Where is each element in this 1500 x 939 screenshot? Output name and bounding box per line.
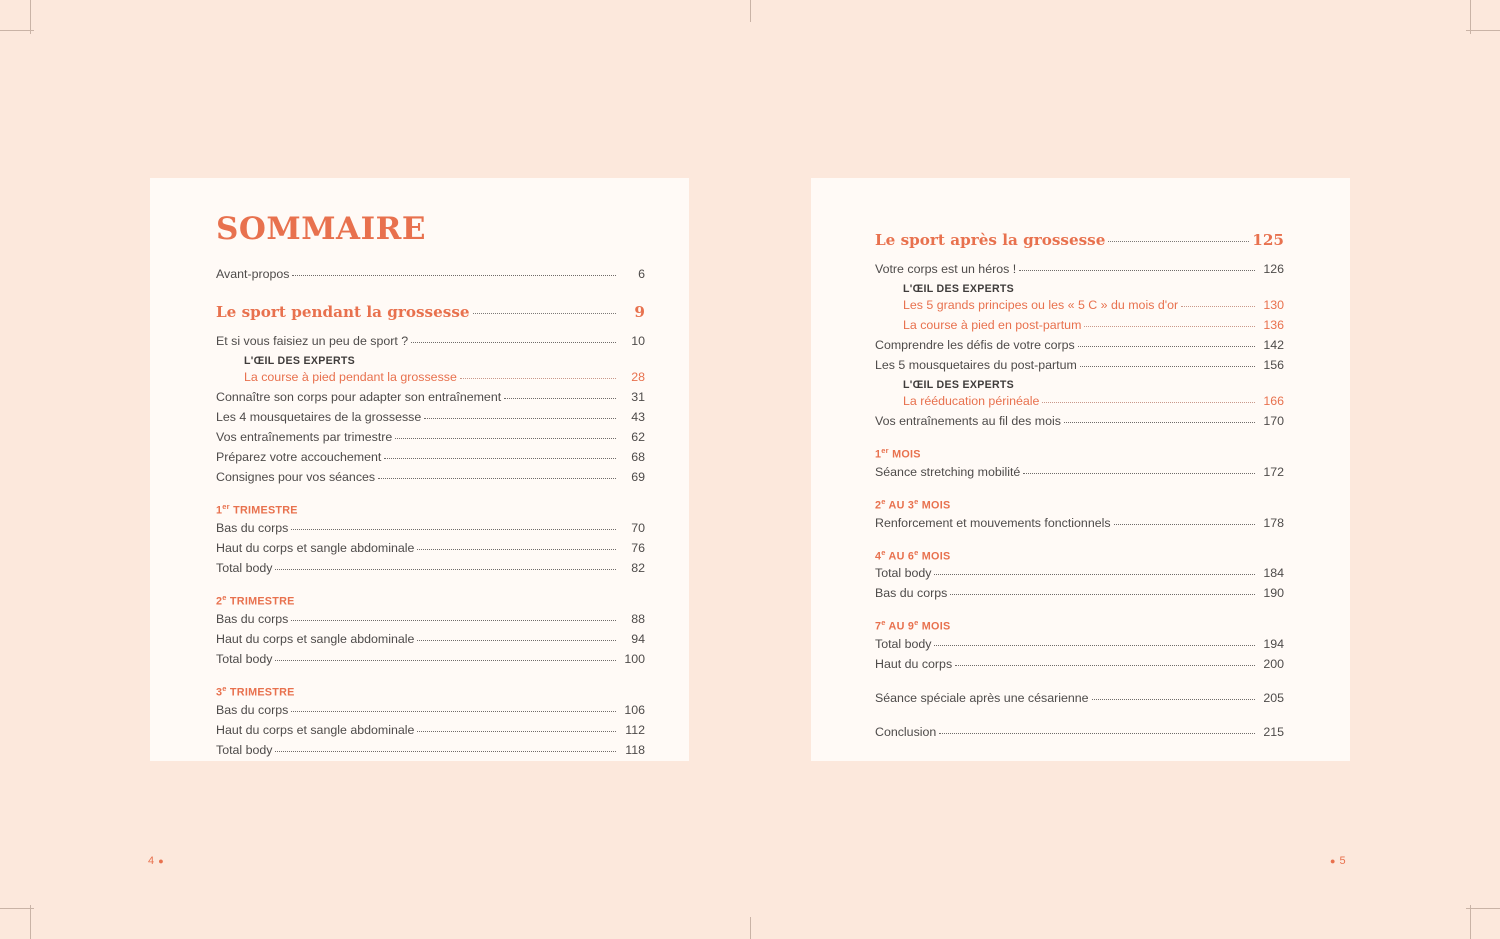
toc-entry-row[interactable] (875, 583, 1284, 603)
toc-entry-row[interactable] (875, 259, 1284, 279)
toc-leader-dots (1108, 241, 1249, 242)
toc-entry-page: 130 (1263, 297, 1284, 312)
toc-entry-page: 10 (631, 333, 645, 348)
toc-entry-page: 194 (1263, 637, 1284, 652)
toc-entry-page: 31 (631, 390, 645, 404)
toc-entry-label: Avant-propos (216, 267, 290, 282)
toc-leader-dots (1084, 326, 1255, 327)
toc-list-left (216, 264, 645, 760)
toc-entry-page: 126 (1263, 261, 1284, 276)
toc-leader-dots (473, 313, 616, 314)
toc-entry-page: 215 (1263, 725, 1284, 740)
crop-mark-bottom-right-h (1466, 908, 1500, 909)
toc-entry-label: Haut du corps et sangle abdominale (216, 722, 415, 737)
toc-entry-page: 28 (631, 369, 645, 384)
toc-subheading: 1er MOIS (875, 446, 921, 461)
toc-entry-label: Bas du corps (216, 611, 289, 626)
toc-leader-dots (504, 398, 616, 399)
toc-entry-label: Consignes pour vos séances (216, 470, 376, 485)
toc-entry-page: 43 (631, 410, 645, 425)
toc-leader-dots (424, 418, 616, 419)
toc-subheading: 2e AU 3e MOIS (875, 496, 951, 512)
toc-entry-row[interactable] (903, 391, 1284, 411)
toc-entry-label: Séance spéciale après une césarienne (875, 691, 1089, 706)
toc-spacer (875, 674, 1284, 688)
toc-leader-dots (1078, 346, 1255, 347)
toc-entry-row[interactable] (216, 740, 645, 760)
folio-right-number: 5 (1339, 855, 1347, 867)
toc-section-row[interactable] (216, 300, 645, 325)
toc-subheading: 2e TRIMESTRE (216, 593, 295, 608)
toc-entry-label: Total body (216, 652, 273, 667)
toc-entry-page: 205 (1263, 691, 1284, 706)
toc-leader-dots (291, 711, 616, 712)
toc-entry-label: Préparez votre accouchement (216, 450, 382, 465)
toc-entry-page: 62 (631, 430, 645, 445)
toc-leader-dots (950, 594, 1255, 595)
toc-subheading: 3e TRIMESTRE (216, 684, 295, 699)
page-title: SOMMAIRE (216, 211, 426, 247)
toc-entry-row[interactable] (216, 649, 645, 669)
toc-entry-row[interactable] (216, 447, 645, 467)
toc-leader-dots (1019, 270, 1255, 271)
toc-entry-page: 125 (1252, 231, 1284, 249)
toc-entry-label: Conclusion (875, 725, 937, 740)
toc-entry-row[interactable] (903, 295, 1284, 315)
expert-block-heading: L'ŒIL DES EXPERTS (244, 354, 356, 367)
toc-entry-label: Séance stretching mobilité (875, 464, 1021, 479)
toc-entry-row[interactable] (875, 355, 1284, 375)
toc-entry-page: 88 (631, 611, 645, 626)
toc-entry-row[interactable] (875, 462, 1284, 482)
toc-entry-page: 166 (1263, 394, 1284, 409)
folio-dot-left: ● (158, 856, 165, 866)
toc-entry-page: 112 (625, 722, 645, 737)
toc-entry-row[interactable] (875, 335, 1284, 355)
toc-entry-page: 178 (1263, 515, 1284, 530)
toc-entry-row[interactable] (875, 411, 1284, 431)
toc-entry-label: Bas du corps (216, 521, 289, 536)
toc-leader-dots (1064, 422, 1255, 423)
toc-leader-dots (934, 645, 1255, 646)
toc-entry-label: Votre corps est un héros ! (875, 261, 1017, 276)
toc-entry-row[interactable] (875, 513, 1284, 533)
toc-entry-row[interactable] (216, 264, 645, 284)
toc-entry-row[interactable] (216, 518, 645, 538)
toc-entry-row[interactable] (875, 634, 1284, 654)
left-page (150, 178, 689, 761)
toc-entry-page: 100 (624, 652, 645, 667)
toc-leader-dots (275, 751, 616, 752)
toc-entry-label: Haut du corps (875, 657, 953, 672)
toc-entry-label: Comprendre les défis de votre corps (875, 337, 1075, 352)
toc-entry-row[interactable] (875, 722, 1284, 742)
toc-leader-dots (378, 478, 616, 479)
toc-entry-label: Renforcement et mouvements fonctionnels (875, 515, 1111, 530)
crop-mark-bottom-left-v (30, 905, 31, 939)
toc-entry-page: 106 (624, 702, 645, 717)
toc-entry-page: 170 (1263, 414, 1284, 429)
toc-subheading: 1er TRIMESTRE (216, 502, 298, 518)
toc-leader-dots (292, 275, 616, 276)
toc-entry-page: 68 (631, 450, 645, 465)
expert-block-heading: L'ŒIL DES EXPERTS (903, 282, 1015, 295)
toc-leader-dots (275, 660, 616, 661)
toc-entry-row[interactable] (216, 558, 645, 578)
toc-entry-label: Bas du corps (216, 702, 289, 717)
toc-entry-label: Total body (216, 743, 273, 757)
folio-left (148, 855, 164, 867)
toc-entry-row[interactable] (216, 331, 645, 351)
toc-entry-row[interactable] (216, 407, 645, 427)
crop-mark-bottom-left-h (0, 908, 34, 909)
toc-entry-row[interactable] (216, 629, 645, 649)
toc-entry-page: 190 (1263, 586, 1284, 601)
toc-leader-dots (291, 620, 616, 621)
toc-entry-row[interactable] (216, 538, 645, 558)
expert-block-heading: L'ŒIL DES EXPERTS (903, 379, 1015, 392)
toc-entry-row[interactable] (216, 387, 645, 407)
toc-entry-page: 94 (631, 632, 645, 647)
toc-leader-dots (384, 458, 616, 459)
toc-entry-page: 69 (631, 470, 645, 485)
toc-entry-label: Total body (875, 637, 932, 652)
toc-entry-page: 142 (1263, 337, 1284, 352)
toc-leader-dots (955, 665, 1255, 666)
toc-leader-dots (417, 549, 616, 550)
crop-mark-top-left-v (30, 0, 31, 34)
toc-leader-dots (411, 342, 616, 343)
crop-mark-top-right-v (1470, 0, 1471, 34)
toc-entry-row[interactable] (903, 315, 1284, 335)
toc-entry-label: Les 5 grands principes ou les « 5 C » du mois d'or (903, 297, 1179, 312)
toc-entry-label: Haut du corps et sangle abdominale (216, 632, 415, 647)
toc-entry-label: Vos entraînements par trimestre (216, 430, 393, 445)
toc-entry-row[interactable] (875, 688, 1284, 708)
toc-entry-label: Le sport après la grossesse (875, 231, 1106, 249)
toc-spacer (875, 708, 1284, 722)
crop-mark-top-left-h (0, 30, 34, 31)
toc-entry-label: La rééducation périnéale (903, 394, 1040, 409)
toc-leader-dots (1042, 402, 1255, 403)
toc-leader-dots (417, 731, 616, 732)
folio-right (1330, 855, 1346, 867)
toc-entry-label: Total body (875, 566, 932, 581)
toc-entry-row[interactable] (216, 467, 645, 487)
folio-left-number: 4 (148, 855, 155, 867)
toc-leader-dots (417, 640, 616, 641)
toc-entry-label: La course à pied pendant la grossesse (244, 369, 457, 384)
toc-entry-page: 200 (1263, 657, 1284, 672)
toc-entry-page: 118 (625, 743, 645, 757)
toc-list-right (875, 228, 1284, 742)
toc-entry-row[interactable] (875, 654, 1284, 674)
toc-leader-dots (395, 438, 616, 439)
toc-leader-dots (934, 574, 1255, 575)
toc-entry-page: 82 (631, 561, 645, 576)
toc-leader-dots (939, 733, 1255, 734)
toc-entry-page: 6 (638, 267, 645, 282)
toc-subheading: 7e AU 9e MOIS (875, 618, 951, 634)
crop-mark-top-center-v (750, 0, 751, 22)
toc-entry-page: 9 (634, 303, 645, 322)
toc-entry-page: 70 (631, 521, 645, 536)
toc-entry-label: Bas du corps (875, 586, 948, 601)
toc-entry-row[interactable] (875, 563, 1284, 583)
toc-entry-page: 76 (631, 541, 645, 556)
toc-entry-row[interactable] (216, 700, 645, 720)
crop-mark-bottom-center-v (750, 917, 751, 939)
toc-section-row[interactable] (875, 228, 1284, 253)
toc-leader-dots (291, 529, 616, 530)
crop-mark-top-right-h (1466, 30, 1500, 31)
toc-entry-row[interactable] (244, 367, 645, 387)
toc-entry-page: 184 (1263, 566, 1284, 581)
folio-dot-right: ● (1330, 856, 1336, 866)
toc-leader-dots (460, 378, 616, 379)
toc-leader-dots (1114, 524, 1255, 525)
crop-mark-bottom-right-v (1470, 905, 1471, 939)
toc-entry-page: 172 (1263, 464, 1284, 479)
toc-entry-label: Total body (216, 561, 273, 576)
toc-leader-dots (1080, 366, 1255, 367)
toc-entry-label: Les 5 mousquetaires du post-partum (875, 358, 1077, 372)
toc-leader-dots (1181, 306, 1255, 307)
toc-entry-label: Haut du corps et sangle abdominale (216, 541, 415, 556)
toc-entry-page: 156 (1263, 358, 1284, 372)
right-page (811, 178, 1350, 761)
toc-entry-label: Connaître son corps pour adapter son entraînement (216, 390, 502, 404)
toc-leader-dots (1092, 699, 1255, 700)
toc-leader-dots (1023, 473, 1255, 474)
toc-entry-label: Vos entraînements au fil des mois (875, 414, 1061, 429)
toc-entry-row[interactable] (216, 427, 645, 447)
toc-leader-dots (275, 569, 616, 570)
toc-entry-row[interactable] (216, 609, 645, 629)
toc-entry-label: Et si vous faisiez un peu de sport ? (216, 333, 409, 348)
toc-subheading: 4e AU 6e MOIS (875, 547, 951, 563)
toc-entry-label: La course à pied en post-partum (903, 317, 1082, 332)
toc-entry-label: Les 4 mousquetaires de la grossesse (216, 410, 422, 425)
toc-entry-page: 136 (1263, 317, 1284, 332)
toc-entry-row[interactable] (216, 720, 645, 740)
toc-entry-label: Le sport pendant la grossesse (216, 303, 470, 322)
